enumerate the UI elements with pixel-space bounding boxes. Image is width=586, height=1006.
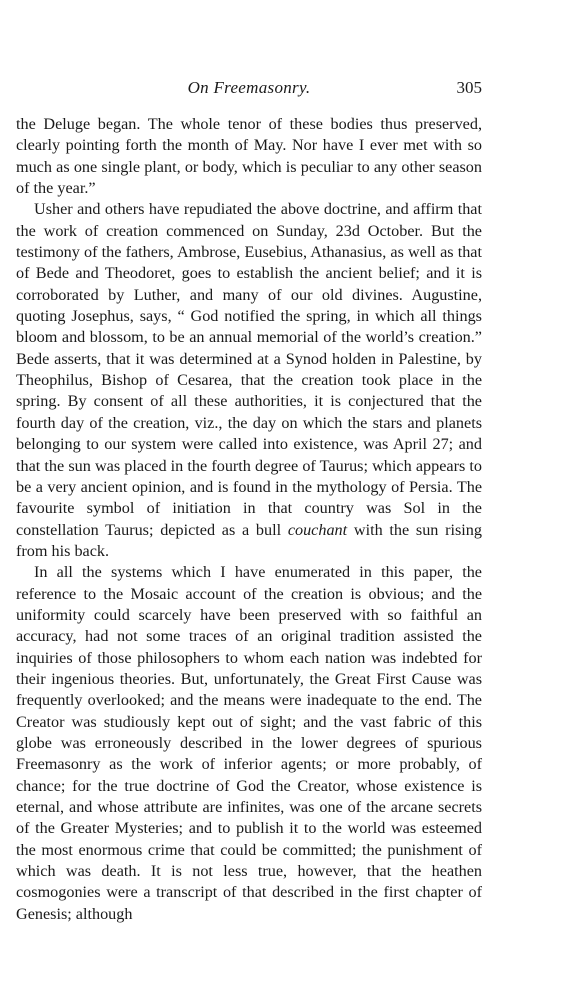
running-title: On Freemasonry. [187, 78, 311, 97]
paragraph-3-text: In all the systems which I have enumerated in this paper, the reference to the Mosaic account of the creation is obvious; and the uniformity could scarcely have been preserved with so faithful an accuracy, had not some traces of an original tradition assisted the inquiries of those philosophers to whom each nation was indebted for their ingenious theories. But, unfortunately, the Great First Cause was frequently overlooked; and the means were inadequate to the end. The Creator was studiously kept out of sight; and the vast fabric of this globe was erroneously described in the lower degrees of spurious Freemasonry as the work of inferior agents; or more probably, of chance; for the true doctrine of God the Creator, whose existence is eternal, and whose attribute are infinites, was one of the arcane secrets of the Greater Mysteries; and to publish it to the world was esteemed the most enormous crime that could be committed; the punishment of which was death. It is not less true, however, that the heathen cosmogonies were a transcript of that described in the first chapter of Genesis; although [16, 563, 482, 923]
page-body [16, 114, 482, 925]
paragraph-3 [16, 562, 482, 925]
paragraph-2-text: Usher and others have repudiated the above doctrine, and affirm that the work of creation commenced on Sunday, 23d October. But the testimony of the fathers, Ambrose, Eusebius, Athanasius, as well as that of Bede and Theodoret, goes to establish the ancient belief; and it is corroborated by Luther, and many of our old divines. Augustine, quoting Josephus, says, “ God notified the spring, in which all things bloom and blossom, to be an annual memorial of the world’s creation.” Bede asserts, that it was determined at a Synod holden in Palestine, by Theophilus, Bishop of Cesarea, that the creation took place in the spring. By consent of all these authorities, it is conjectured that the fourth day of the creation, viz., the day on which the stars and planets belonging to our system were called into existence, was April 27; and that the sun was placed in the fourth degree of Taurus; which appears to be a very ancient opinion, and is found in the mythology of Persia. The favourite symbol of initiation in that country was Sol in the constellation Taurus; depicted as a bull [16, 200, 482, 539]
paragraph-1-text: the Deluge began. The whole tenor of these bodies thus preserved, clearly pointing forth the month of May. Nor have I ever met with so much as one single plant, or body, which is peculiar to any other season of the year.” [16, 115, 482, 198]
page-number: 305 [456, 78, 482, 97]
running-header [16, 78, 482, 102]
paragraph-1 [16, 114, 482, 199]
paragraph-2-italic-term: couchant [287, 520, 348, 539]
paragraph-2 [16, 199, 482, 562]
paragraph-2-text-end: with the sun rising from his back. [16, 520, 482, 560]
